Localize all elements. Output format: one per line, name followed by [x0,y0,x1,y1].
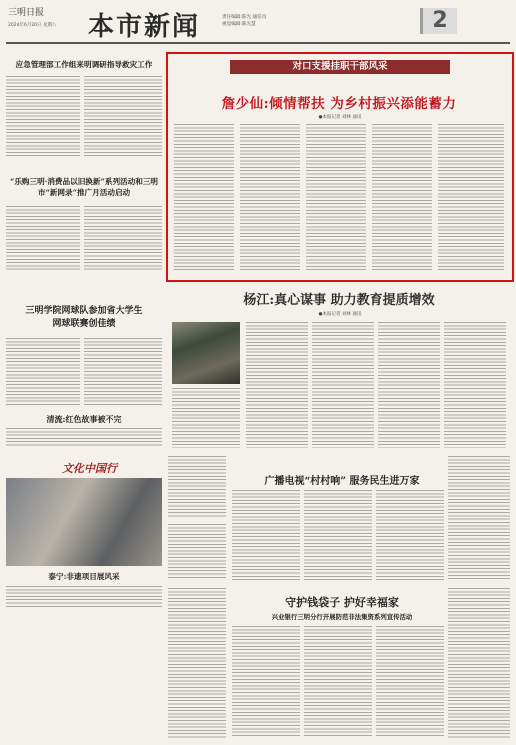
page-number: 2 [432,8,448,33]
article-body [378,322,440,448]
article-body [232,490,300,580]
article-body [312,322,374,448]
article-body [304,626,372,738]
editor-line: 视觉编辑:陈光慧 [222,22,256,27]
page-number-badge [420,8,457,34]
article-body [84,206,162,270]
article-body [448,588,510,738]
newspaper-logo: 三明日报 [8,8,45,18]
featured-headline: 詹少仙:倾情帮扶 为乡村振兴添能蓄力 [221,96,457,112]
article-body [6,206,80,270]
article-subheadline: 兴业银行三明分行开展防范非法集资系列宣传活动 [271,613,413,621]
article-title: 应急管理部工作组来明调研指导救灾工作 [15,60,153,69]
featured-byline: ●本报记者 刘林 通讯 [318,115,362,120]
culture-logo [62,457,122,473]
article-title: 清流:红色故事被不完 [46,414,122,424]
feature-banner: 对口支援挂职干部风采 [230,60,450,74]
article-body [372,124,432,272]
masthead-rule [6,42,510,44]
article-body [444,322,506,448]
article-body [232,626,300,738]
article-body [6,76,80,158]
article-photo [172,322,240,384]
article-byline: ●本报记者 刘林 通讯 [318,312,362,317]
section-title: 本市新闻 [88,12,201,42]
article-body [306,124,366,272]
article-body [84,338,162,406]
article-body [304,490,372,580]
article-body [240,124,300,272]
article-headline: 守护钱袋子 护好幸福家 [285,596,399,609]
article-title: 泰宁:非遗项目展风采 [48,572,120,581]
issue-date: 2024年6月20日 星期八 [8,23,57,28]
article-body [6,428,162,448]
masthead [0,0,516,42]
article-body [172,388,240,448]
article-body [376,490,444,580]
article-body [6,586,162,608]
article-body [168,524,226,580]
culture-logo-text: 文化中国行 [62,462,117,475]
article-body [448,456,510,580]
article-body [168,588,226,738]
article-body [438,124,504,272]
article-body [174,124,234,272]
article-body [246,322,308,448]
article-title: “乐购三明·消费品以旧换新”系列活动和三明市“新网录”推广月活动启动 [9,177,159,197]
article-body [84,76,162,158]
article-headline: 杨江:真心谋事 助力教育提质增效 [243,293,435,308]
editor-credits [222,14,266,28]
article-body [6,338,80,406]
article-headline: 广播电视“村村响” 服务民生进万家 [264,476,420,487]
article-body [376,626,444,738]
editor-line: 责任编辑:陈光 通信员 [222,15,267,20]
culture-photo [6,478,162,566]
article-title: 三明学院网球队参加省大学生网球联赛创佳绩 [25,306,143,329]
article-body [168,456,226,518]
